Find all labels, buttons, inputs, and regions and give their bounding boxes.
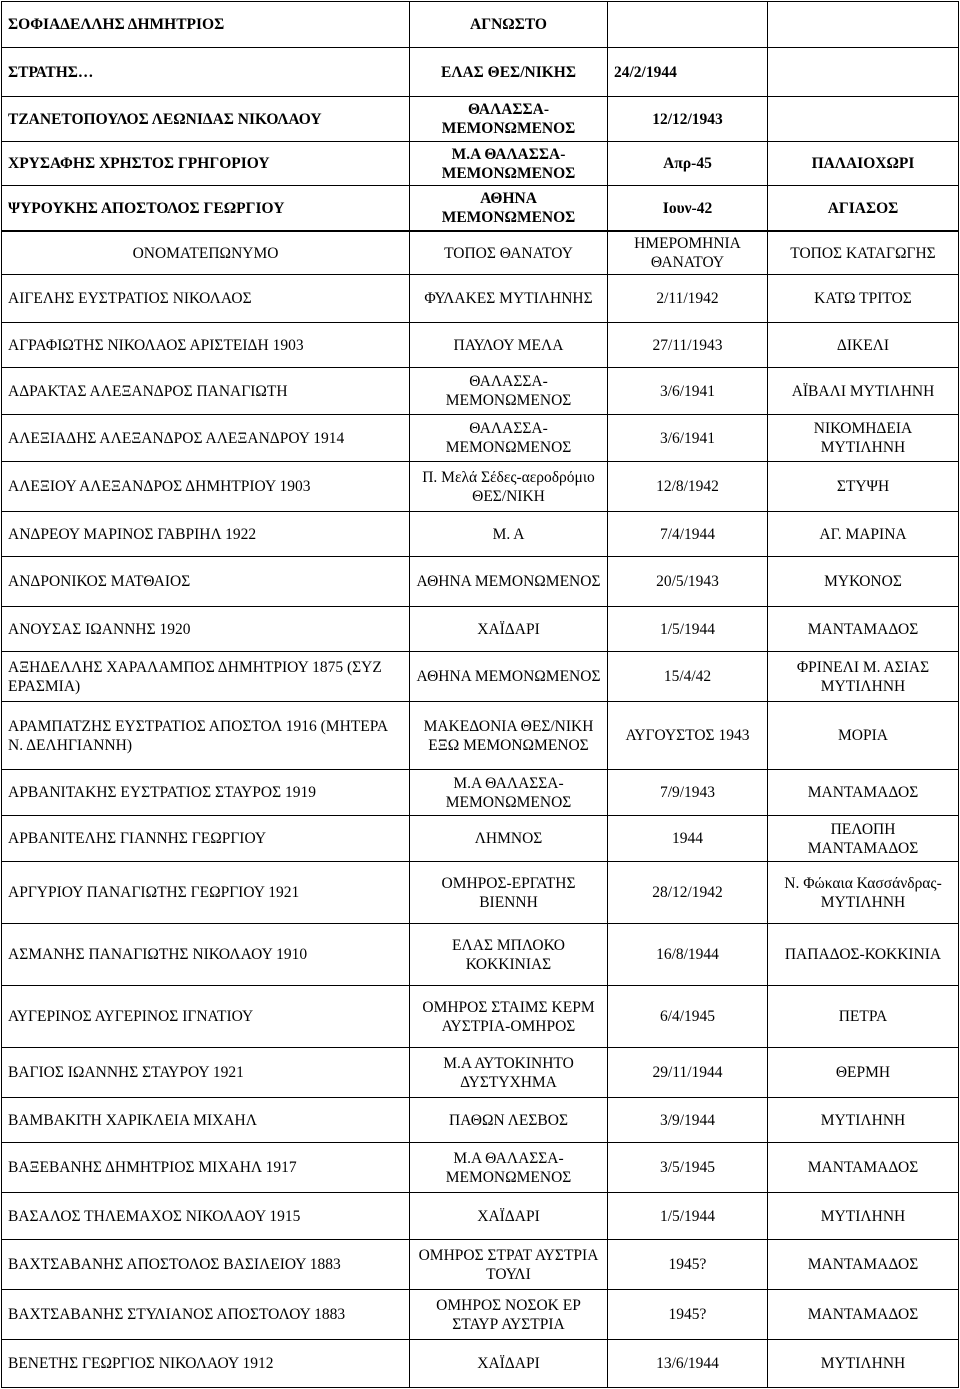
origin-cell: ΠΕΤΡΑ [768,986,959,1048]
name-cell: ΑΛΕΞΙΟΥ ΑΛΕΞΑΝΔΡΟΣ ΔΗΜΗΤΡΙΟΥ 1903 [2,462,410,512]
table-row [2,368,959,415]
date-cell: 13/6/1944 [608,1340,768,1388]
name-cell: ΒΑΓΙΟΣ ΙΩΑΝΝΗΣ ΣΤΑΥΡΟΥ 1921 [2,1048,410,1098]
origin-cell: ΜΥΤΙΛΗΝΗ [768,1098,959,1143]
origin-cell: ΜΥΚΟΝΟΣ [768,557,959,607]
place-of-death-cell: ΕΛΑΣ ΘΕΣ/ΝΙΚΗΣ [410,48,608,97]
date-cell: 1/5/1944 [608,607,768,652]
table-row [2,512,959,557]
name-cell: ΒΑΧΤΣΑΒΑΝΗΣ ΣΤΥΛΙΑΝΟΣ ΑΠΟΣΤΟΛΟΥ 1883 [2,1290,410,1340]
name-cell: ΒΕΝΕΤΗΣ ΓΕΩΡΓΙΟΣ ΝΙΚΟΛΑΟΥ 1912 [2,1340,410,1388]
header-row [2,232,959,275]
origin-cell: ΣΤΥΨΗ [768,462,959,512]
name-cell: ΒΑΞΕΒΑΝΗΣ ΔΗΜΗΤΡΙΟΣ ΜΙΧΑΗΛ 1917 [2,1143,410,1193]
table-row [2,1340,959,1388]
place-of-death-cell: ΧΑΪΔΑΡΙ [410,1340,608,1388]
header-place-of-origin: ΤΟΠΟΣ ΚΑΤΑΓΩΓΗΣ [768,232,959,275]
origin-cell [768,48,959,97]
place-of-death-cell: Π. Μελά Σέδες-αεροδρόμιο ΘΕΣ/ΝΙΚΗ [410,462,608,512]
date-cell: 12/8/1942 [608,462,768,512]
origin-cell: ΜΑΝΤΑΜΑΔΟΣ [768,1290,959,1340]
origin-cell: ΠΑΠΑΔΟΣ-ΚΟΚΚΙΝΙΑ [768,924,959,986]
origin-cell: ΠΑΛΑΙΟΧΩΡΙ [768,142,959,186]
name-cell: ΣΟΦΙΑΔΕΛΛΗΣ ΔΗΜΗΤΡΙΟΣ [2,2,410,48]
table-row [2,1193,959,1240]
table-row [2,275,959,323]
place-of-death-cell: ΑΘΗΝΑ ΜΕΜΟΝΩΜΕΝΟΣ [410,186,608,231]
origin-cell: ΜΑΝΤΑΜΑΔΟΣ [768,1240,959,1290]
table-row [2,816,959,862]
table-row [2,770,959,816]
date-cell: 15/4/42 [608,652,768,702]
date-cell: 7/9/1943 [608,770,768,816]
origin-cell: ΔΙΚΕΛΙ [768,323,959,368]
date-cell: 27/11/1943 [608,323,768,368]
name-cell: ΨΥΡΟΥΚΗΣ ΑΠΟΣΤΟΛΟΣ ΓΕΩΡΓΙΟΥ [2,186,410,231]
place-of-death-cell: ΟΜΗΡΟΣ ΣΤΑΙΜΣ ΚΕΡΜ ΑΥΣΤΡΙΑ-ΟΜΗΡΟΣ [410,986,608,1048]
header-name: ΟΝΟΜΑΤΕΠΩΝΥΜΟ [2,232,410,275]
table-row [2,142,959,186]
place-of-death-cell: ΟΜΗΡΟΣ ΣΤΡΑΤ ΑΥΣΤΡΙΑ ΤΟΥΛΙ [410,1240,608,1290]
date-cell: 24/2/1944 [608,48,768,97]
origin-cell: ΜΑΝΤΑΜΑΔΟΣ [768,770,959,816]
top-records-table [1,1,959,231]
origin-cell: Ν. Φώκαια Κασσάνδρας-ΜΥΤΙΛΗΝΗ [768,862,959,924]
place-of-death-cell: ΘΑΛΑΣΣΑ-ΜΕΜΟΝΩΜΕΝΟΣ [410,97,608,142]
date-cell: 3/6/1941 [608,415,768,462]
date-cell: 28/12/1942 [608,862,768,924]
name-cell: ΑΣΜΑΝΗΣ ΠΑΝΑΓΙΩΤΗΣ ΝΙΚΟΛΑΟΥ 1910 [2,924,410,986]
place-of-death-cell: ΘΑΛΑΣΣΑ-ΜΕΜΟΝΩΜΕΝΟΣ [410,368,608,415]
name-cell: ΑΓΡΑΦΙΩΤΗΣ ΝΙΚΟΛΑΟΣ ΑΡΙΣΤΕΙΔΗ 1903 [2,323,410,368]
name-cell: ΑΡΒΑΝΙΤΕΛΗΣ ΓΙΑΝΝΗΣ ΓΕΩΡΓΙΟΥ [2,816,410,862]
table-row [2,986,959,1048]
date-cell: 2/11/1942 [608,275,768,323]
table-row [2,323,959,368]
table-row [2,702,959,770]
place-of-death-cell: ΘΑΛΑΣΣΑ-ΜΕΜΟΝΩΜΕΝΟΣ [410,415,608,462]
table-row [2,1290,959,1340]
origin-cell: ΦΡΙΝΕΛΙ Μ. ΑΣΙΑΣ ΜΥΤΙΛΗΝΗ [768,652,959,702]
place-of-death-cell: ΟΜΗΡΟΣ ΝΟΣΟΚ ΕΡ ΣΤΑΥΡ ΑΥΣΤΡΙΑ [410,1290,608,1340]
place-of-death-cell: ΑΓΝΩΣΤΟ [410,2,608,48]
name-cell: ΑΛΕΞΙΑΔΗΣ ΑΛΕΞΑΝΔΡΟΣ ΑΛΕΞΑΝΔΡΟΥ 1914 [2,415,410,462]
table-row [2,557,959,607]
name-cell: ΑΞΗΔΕΛΛΗΣ ΧΑΡΑΛΑΜΠΟΣ ΔΗΜΗΤΡΙΟΥ 1875 (ΣΥΖ ΕΡΑΣΜΙΑ) [2,652,410,702]
date-cell: 3/9/1944 [608,1098,768,1143]
table-row [2,415,959,462]
table-row [2,48,959,97]
place-of-death-cell: ΠΑΘΩΝ ΛΕΣΒΟΣ [410,1098,608,1143]
place-of-death-cell: ΧΑΪΔΑΡΙ [410,607,608,652]
origin-cell: ΚΑΤΩ ΤΡΙΤΟΣ [768,275,959,323]
date-cell: Ιουν-42 [608,186,768,231]
name-cell: ΑΝΔΡΕΟΥ ΜΑΡΙΝΟΣ ΓΑΒΡΙΗΛ 1922 [2,512,410,557]
origin-cell [768,97,959,142]
name-cell: ΒΑΧΤΣΑΒΑΝΗΣ ΑΠΟΣΤΟΛΟΣ ΒΑΣΙΛΕΙΟΥ 1883 [2,1240,410,1290]
date-cell: 7/4/1944 [608,512,768,557]
name-cell: ΑΡΓΥΡΙΟΥ ΠΑΝΑΓΙΩΤΗΣ ΓΕΩΡΓΙΟΥ 1921 [2,862,410,924]
place-of-death-cell: Μ.Α ΘΑΛΑΣΣΑ-ΜΕΜΟΝΩΜΕΝΟΣ [410,770,608,816]
records-table [1,231,959,1388]
date-cell: 3/6/1941 [608,368,768,415]
origin-cell: ΜΑΝΤΑΜΑΔΟΣ [768,1143,959,1193]
date-cell: 1/5/1944 [608,1193,768,1240]
origin-cell: ΜΟΡΙΑ [768,702,959,770]
place-of-death-cell: ΛΗΜΝΟΣ [410,816,608,862]
place-of-death-cell: Μ.Α ΘΑΛΑΣΣΑ-ΜΕΜΟΝΩΜΕΝΟΣ [410,1143,608,1193]
name-cell: ΣΤΡΑΤΗΣ… [2,48,410,97]
table-row [2,1143,959,1193]
table-row [2,462,959,512]
place-of-death-cell: ΦΥΛΑΚΕΣ ΜΥΤΙΛΗΝΗΣ [410,275,608,323]
date-cell: 3/5/1945 [608,1143,768,1193]
date-cell: 6/4/1945 [608,986,768,1048]
name-cell: ΑΡΒΑΝΙΤΑΚΗΣ ΕΥΣΤΡΑΤΙΟΣ ΣΤΑΥΡΟΣ 1919 [2,770,410,816]
header-place-of-death: ΤΟΠΟΣ ΘΑΝΑΤΟΥ [410,232,608,275]
name-cell: ΧΡΥΣΑΦΗΣ ΧΡΗΣΤΟΣ ΓΡΗΓΟΡΙΟΥ [2,142,410,186]
origin-cell: ΜΥΤΙΛΗΝΗ [768,1340,959,1388]
date-cell: ΑΥΓΟΥΣΤΟΣ 1943 [608,702,768,770]
table-row [2,607,959,652]
origin-cell: ΝΙΚΟΜΗΔΕΙΑ ΜΥΤΙΛΗΝΗ [768,415,959,462]
origin-cell: ΜΥΤΙΛΗΝΗ [768,1193,959,1240]
table-row [2,862,959,924]
date-cell: 12/12/1943 [608,97,768,142]
date-cell: 1945? [608,1290,768,1340]
date-cell: 29/11/1944 [608,1048,768,1098]
place-of-death-cell: Μ. Α [410,512,608,557]
name-cell: ΑΝΔΡΟΝΙΚΟΣ ΜΑΤΘΑΙΟΣ [2,557,410,607]
name-cell: ΑΙΓΕΛΗΣ ΕΥΣΤΡΑΤΙΟΣ ΝΙΚΟΛΑΟΣ [2,275,410,323]
table-row [2,652,959,702]
table-row [2,1240,959,1290]
origin-cell: ΜΑΝΤΑΜΑΔΟΣ [768,607,959,652]
date-cell [608,2,768,48]
date-cell: 16/8/1944 [608,924,768,986]
date-cell: 20/5/1943 [608,557,768,607]
table-row [2,186,959,231]
table-row [2,924,959,986]
place-of-death-cell: Μ.Α ΘΑΛΑΣΣΑ-ΜΕΜΟΝΩΜΕΝΟΣ [410,142,608,186]
place-of-death-cell: ΜΑΚΕΔΟΝΙΑ ΘΕΣ/ΝΙΚΗ ΕΞΩ ΜΕΜΟΝΩΜΕΝΟΣ [410,702,608,770]
place-of-death-cell: ΑΘΗΝΑ ΜΕΜΟΝΩΜΕΝΟΣ [410,652,608,702]
origin-cell: ΑΓΙΑΣΟΣ [768,186,959,231]
origin-cell: ΑΪΒΑΛΙ ΜΥΤΙΛΗΝΗ [768,368,959,415]
date-cell: Απρ-45 [608,142,768,186]
place-of-death-cell: ΑΘΗΝΑ ΜΕΜΟΝΩΜΕΝΟΣ [410,557,608,607]
name-cell: ΒΑΜΒΑΚΙΤΗ ΧΑΡΙΚΛΕΙΑ ΜΙΧΑΗΛ [2,1098,410,1143]
name-cell: ΑΡΑΜΠΑΤΖΗΣ ΕΥΣΤΡΑΤΙΟΣ ΑΠΟΣΤΟΛ 1916 (ΜΗΤΕΡΑ Ν. ΔΕΛΗΓΙΑΝΝΗ) [2,702,410,770]
header-date-of-death: ΗΜΕΡΟΜΗΝΙΑ ΘΑΝΑΤΟΥ [608,232,768,275]
place-of-death-cell: ΕΛΑΣ ΜΠΛΟΚΟ ΚΟΚΚΙΝΙΑΣ [410,924,608,986]
origin-cell: ΑΓ. ΜΑΡΙΝΑ [768,512,959,557]
name-cell: ΑΝΟΥΣΑΣ ΙΩΑΝΝΗΣ 1920 [2,607,410,652]
table-row [2,97,959,142]
table-row [2,1098,959,1143]
origin-cell [768,2,959,48]
place-of-death-cell: ΠΑΥΛΟΥ ΜΕΛΑ [410,323,608,368]
name-cell: ΑΔΡΑΚΤΑΣ ΑΛΕΞΑΝΔΡΟΣ ΠΑΝΑΓΙΩΤΗ [2,368,410,415]
table-row [2,1048,959,1098]
place-of-death-cell: Μ.Α ΑΥΤΟΚΙΝΗΤΟ ΔΥΣΤΥΧΗΜΑ [410,1048,608,1098]
place-of-death-cell: ΟΜΗΡΟΣ-ΕΡΓΑΤΗΣ ΒΙΕΝΝΗ [410,862,608,924]
name-cell: ΒΑΣΑΛΟΣ ΤΗΛΕΜΑΧΟΣ ΝΙΚΟΛΑΟΥ 1915 [2,1193,410,1240]
place-of-death-cell: ΧΑΪΔΑΡΙ [410,1193,608,1240]
origin-cell: ΠΕΛΟΠΗ ΜΑΝΤΑΜΑΔΟΣ [768,816,959,862]
name-cell: ΑΥΓΕΡΙΝΟΣ ΑΥΓΕΡΙΝΟΣ ΙΓΝΑΤΙΟΥ [2,986,410,1048]
name-cell: ΤΖΑΝΕΤΟΠΟΥΛΟΣ ΛΕΩΝΙΔΑΣ ΝΙΚΟΛΑΟΥ [2,97,410,142]
table-row [2,2,959,48]
date-cell: 1944 [608,816,768,862]
origin-cell: ΘΕΡΜΗ [768,1048,959,1098]
date-cell: 1945? [608,1240,768,1290]
